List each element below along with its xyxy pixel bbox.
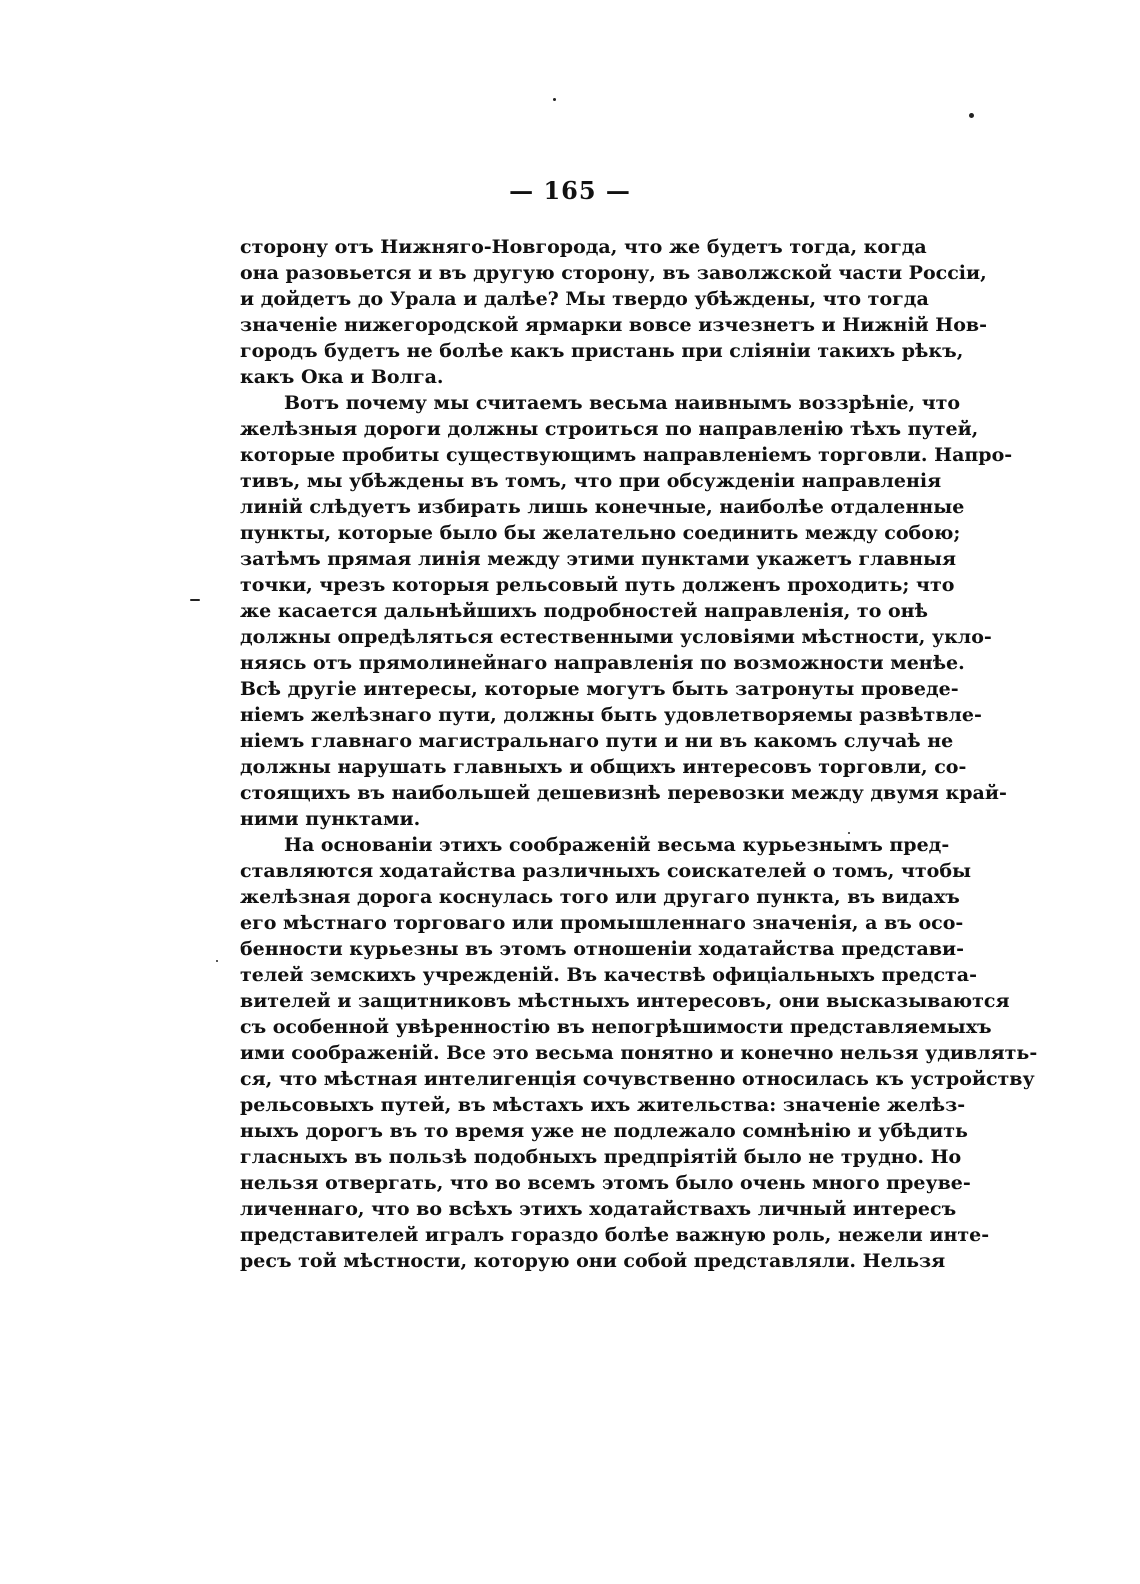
text-line: же касается дальнѣйшихъ подробностей направленія, то онѣ (240, 600, 928, 622)
text-line: тивъ, мы убѣждены въ томъ, что при обсужденіи направленія (240, 470, 942, 492)
text-line: Всѣ другіе интересы, которые могутъ быть затронуты проведе- (240, 678, 959, 700)
scan-speck (553, 98, 556, 101)
text-line: ими соображеній. Все это весьма понятно и конечно нельзя удивлять- (240, 1042, 1038, 1064)
text-line: представителей игралъ гораздо болѣе важную роль, нежели инте- (240, 1224, 990, 1246)
text-line: какъ Ока и Волга. (240, 366, 444, 388)
text-line: пункты, которые было бы желательно соединить между собою; (240, 522, 961, 544)
text-line: его мѣстнаго торговаго или промышленнаго значенія, а въ осо- (240, 912, 964, 934)
text-line: точки, чрезъ которыя рельсовый путь долженъ проходить; что (240, 574, 955, 596)
text-line: должны опредѣляться естественными условіями мѣстности, укло- (240, 626, 992, 648)
text-line: должны нарушать главныхъ и общихъ интересовъ торговли, со- (240, 756, 967, 778)
text-line: ніемъ главнаго магистральнаго пути и ни въ какомъ случаѣ не (240, 730, 954, 752)
text-line: На основаніи этихъ соображеній весьма курьезнымъ пред- (284, 834, 950, 856)
text-line: Вотъ почему мы считаемъ весьма наивнымъ воззрѣніе, что (284, 392, 961, 414)
text-line: бенности курьезны въ этомъ отношеніи ходатайства представи- (240, 938, 965, 960)
text-line: стоящихъ въ наибольшей дешевизнѣ перевозки между двумя край- (240, 782, 1007, 804)
scan-speck (190, 599, 200, 601)
body-text (240, 234, 1038, 1274)
text-line: ся, что мѣстная интелигенція сочувственно относилась къ устройству (240, 1068, 1035, 1090)
text-line: личеннаго, что во всѣхъ этихъ ходатайствахъ личный интересъ (240, 1198, 957, 1220)
page-number: — 165 — (509, 176, 631, 205)
text-line: ніемъ желѣзнаго пути, должны быть удовлетворяемы развѣтвле- (240, 704, 982, 726)
text-line: съ особенной увѣренностію въ непогрѣшимости представляемыхъ (240, 1016, 992, 1038)
text-line: желѣзная дорога коснулась того или другаго пункта, въ видахъ (240, 886, 960, 908)
text-line: затѣмъ прямая линія между этими пунктами укажетъ главныя (240, 548, 957, 570)
text-line: нельзя отвергать, что во всемъ этомъ было очень много преуве- (240, 1172, 971, 1194)
text-line: линій слѣдуетъ избирать лишь конечные, наиболѣе отдаленные (240, 496, 965, 518)
scan-speck (969, 113, 974, 118)
text-line: ресъ той мѣстности, которую они собой представляли. Нельзя (240, 1250, 946, 1272)
text-line: городъ будетъ не болѣе какъ пристань при сліяніи такихъ рѣкъ, (240, 340, 964, 362)
paragraph (240, 390, 1013, 832)
text-line: ныхъ дорогъ въ то время уже не подлежало сомнѣнію и убѣдить (240, 1120, 968, 1142)
text-line: она разовьется и въ другую сторону, въ заволжской части Россіи, (240, 262, 987, 284)
text-line: желѣзныя дороги должны строиться по направленію тѣхъ путей, (240, 418, 979, 440)
paragraph (240, 832, 1038, 1274)
text-line: рельсовыхъ путей, въ мѣстахъ ихъ жительства: значеніе желѣз- (240, 1094, 966, 1116)
text-line: и дойдетъ до Урала и далѣе? Мы твердо убѣждены, что тогда (240, 288, 929, 310)
paragraph (240, 234, 988, 390)
scan-speck (216, 960, 218, 962)
text-line: значеніе нижегородской ярмарки вовсе изчезнетъ и Нижній Нов- (240, 314, 988, 336)
text-line: гласныхъ въ пользѣ подобныхъ предпріятій было не трудно. Но (240, 1146, 962, 1168)
text-line: сторону отъ Нижняго-Новгорода, что же будетъ тогда, когда (240, 236, 927, 258)
text-line: которые пробиты существующимъ направленіемъ торговли. Напро- (240, 444, 1013, 466)
text-line: няясь отъ прямолинейнаго направленія по возможности менѣе. (240, 652, 965, 674)
text-line: ними пунктами. (240, 808, 421, 830)
text-line: вителей и защитниковъ мѣстныхъ интересовъ, они высказываются (240, 990, 1010, 1012)
text-line: ставляются ходатайства различныхъ соискателей о томъ, чтобы (240, 860, 972, 882)
text-line: телей земскихъ учрежденій. Въ качествѣ офиціальныхъ предста- (240, 964, 978, 986)
